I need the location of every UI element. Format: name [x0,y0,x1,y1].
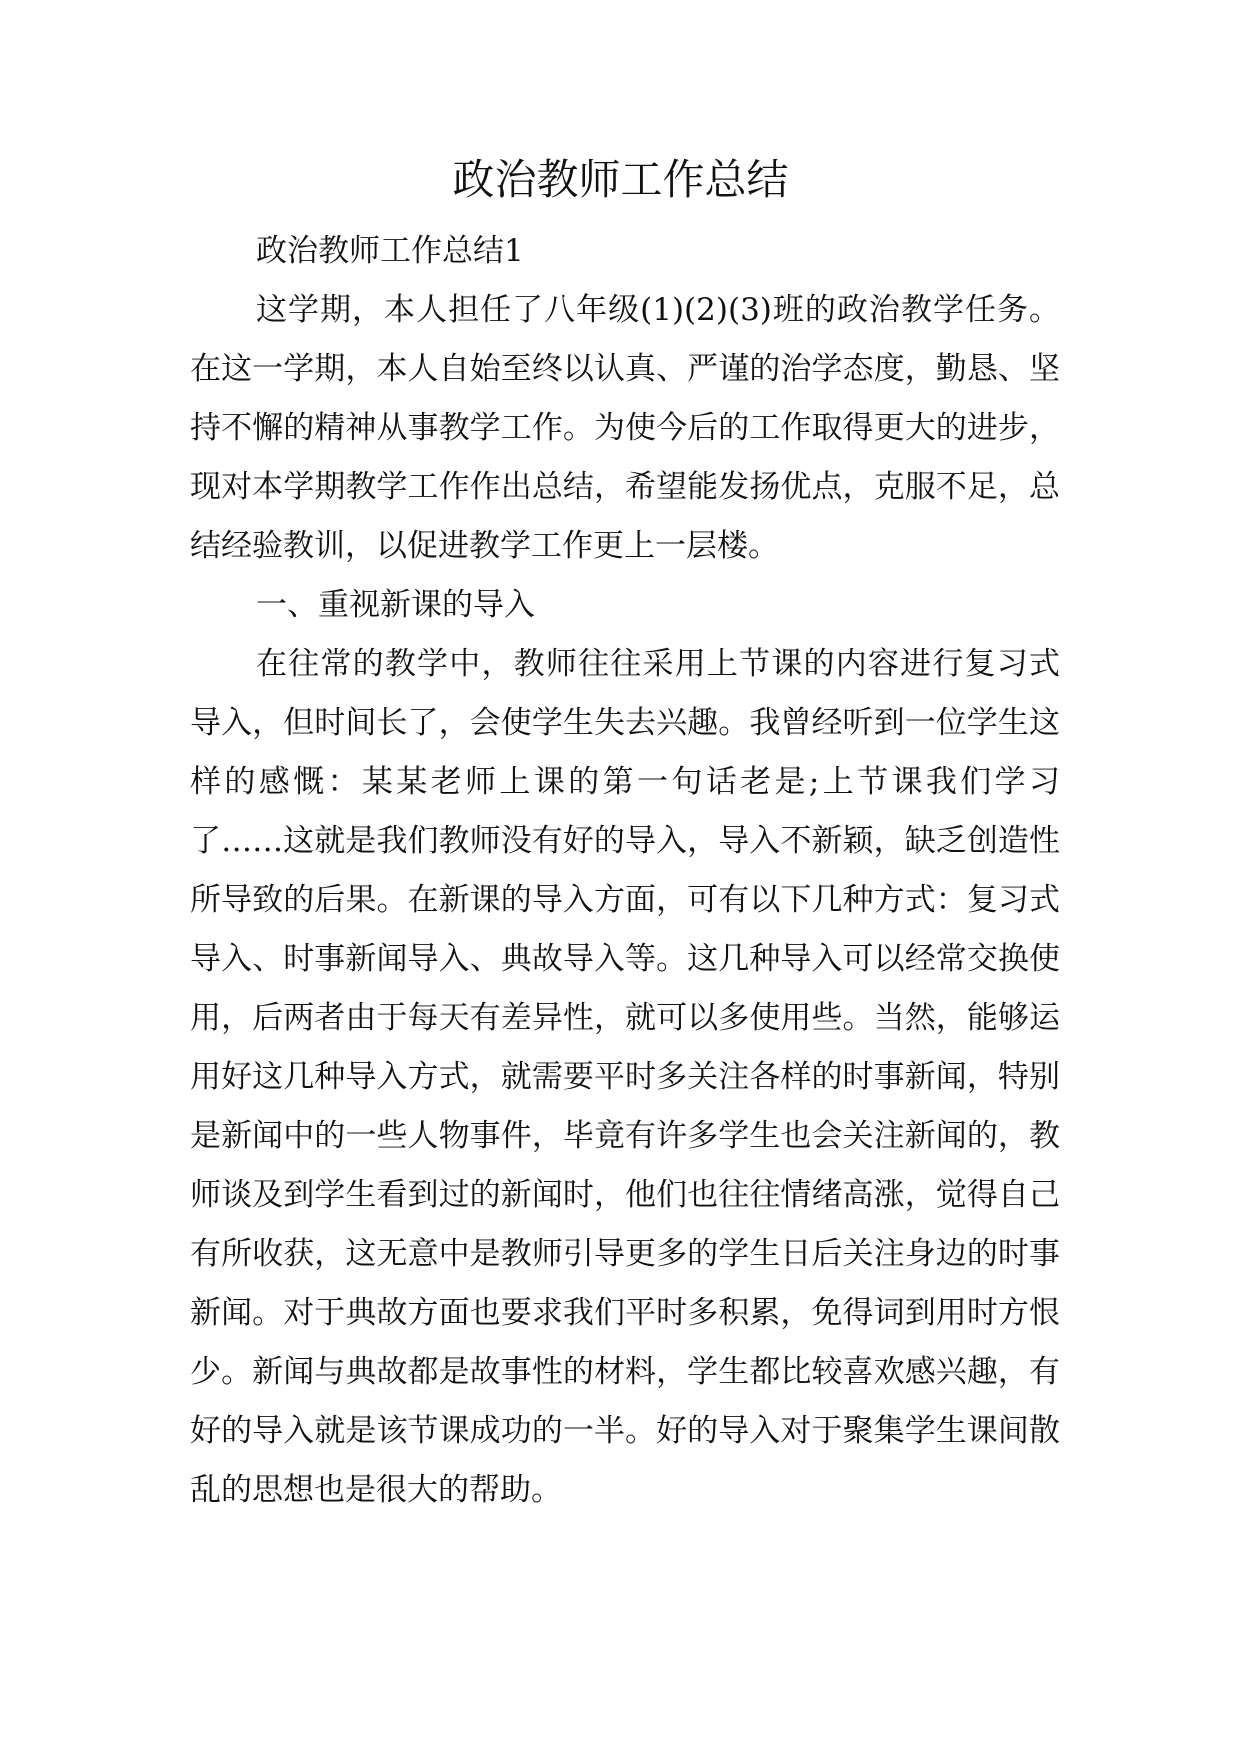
intro-paragraph: 这学期，本人担任了八年级(1)(2)(3)班的政治教学任务。在这一学期，本人自始至终以认真、严谨的治学态度，勤恳、坚持不懈的精神从事教学工作。为使今后的工作取得更大的进步，现对本学期教学工作作出总结，希望能发扬优点，克服不足，总结经验教训，以促进教学工作更上一层楼。 [190,292,1060,564]
subsection-heading: 一、重视新课的导入 [256,587,535,623]
document-title: 政治教师工作总结 [452,155,789,204]
document-body [190,222,1060,1520]
section-heading: 政治教师工作总结1 [256,233,524,269]
body-paragraph: 在往常的教学中，教师往往采用上节课的内容进行复习式导入，但时间长了，会使学生失去兴趣。我曾经听到一位学生这样的感慨：某某老师上课的第一句话老是;上节课我们学习了……这就是我们教师没有好的导入，导入不新颖，缺乏创造性所导致的后果。在新课的导入方面，可有以下几种方式：复习式导入、时事新闻导入、典故导入等。这几种导入可以经常交换使用，后两者由于每天有差异性，就可以多使用些。当然，能够运用好这几种导入方式，就需要平时多关注各样的时事新闻，特别是新闻中的一些人物事件，毕竟有许多学生也会关注新闻的，教师谈及到学生看到过的新闻时，他们也往往情绪高涨，觉得自己有所收获，这无意中是教师引导更多的学生日后关注身边的时事新闻。对于典故方面也要求我们平时多积累，免得词到用时方恨少。新闻与典故都是故事性的材料，学生都比较喜欢感兴趣，有好的导入就是该节课成功的一半。好的导入对于聚集学生课间散乱的思想也是很大的帮助。 [190,646,1060,1508]
